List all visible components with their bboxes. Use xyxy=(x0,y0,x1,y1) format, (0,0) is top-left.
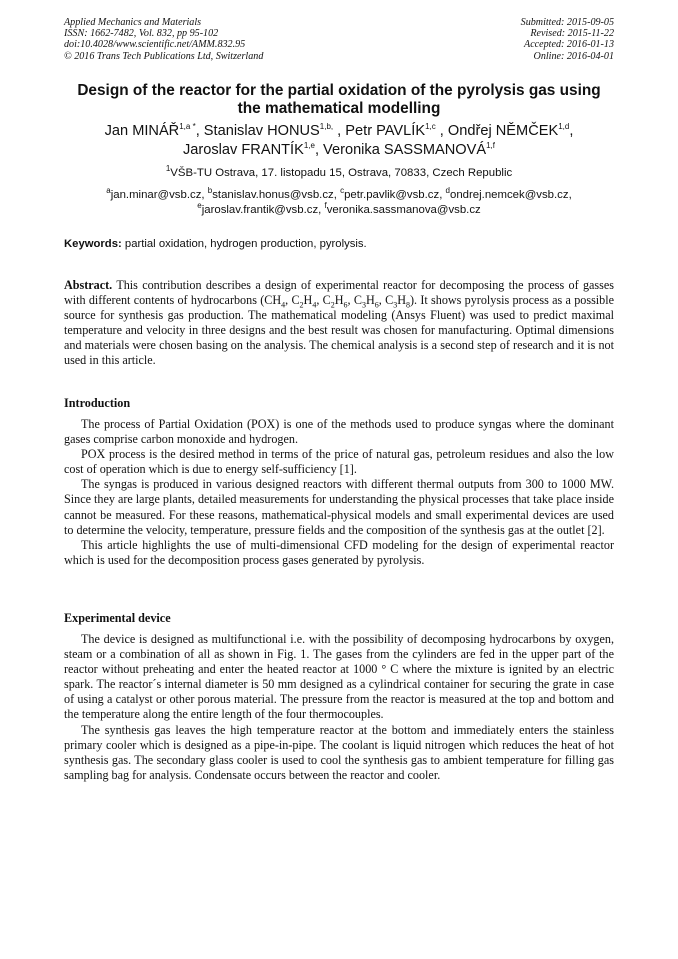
title-line-2: the mathematical modelling xyxy=(237,100,441,117)
formula-element: H xyxy=(397,293,406,308)
author-affil-mark: 1,a * xyxy=(179,122,196,132)
formula-element: C xyxy=(353,293,362,308)
author-name: Veronika SASSMANOVÁ xyxy=(323,142,487,158)
date-submitted: Submitted: 2015-09-05 xyxy=(520,17,614,28)
journal-name: Applied Mechanics and Materials xyxy=(64,17,202,28)
email-separator: , xyxy=(201,189,208,201)
email-mark: b xyxy=(207,186,213,196)
formula-element: H xyxy=(334,293,344,308)
journal-doi: doi:10.4028/www.scientific.net/AMM.832.95 xyxy=(64,39,246,51)
date-accepted: Accepted: 2016-01-13 xyxy=(524,39,614,51)
author-separator: , xyxy=(569,123,574,139)
email-link[interactable]: ondrej.nemcek@vsb.cz xyxy=(450,189,569,201)
formula-element: C xyxy=(322,293,331,308)
affiliation xyxy=(40,166,638,180)
publication-dates xyxy=(521,17,614,62)
introduction-paragraph: POX process is the desired method in terms of the price of natural gas, petroleum residues and also the low cost of operation which is due to energy self-sufficiency [1]. xyxy=(64,447,614,477)
author-affil-mark: 1,f xyxy=(486,141,495,151)
email-separator: , xyxy=(333,189,341,201)
formula-subscript: 6 xyxy=(343,300,348,310)
email-link[interactable]: petr.pavlik@vsb.cz xyxy=(344,189,440,201)
emails-line-2 xyxy=(40,200,638,218)
introduction-paragraph: The syngas is produced in various designed reactors with different thermal outputs from 300 to 1000 MW. Since they are large plants, detailed measurements for understanding the physical processes that take place inside cannot be measured. For these reasons, mathematical-physical models and small experimental devices are used to determine the velocity, temperature, pressure fields and the composition of the synthesis gas at the outlet [2]. xyxy=(64,477,614,537)
author-separator: , xyxy=(195,123,204,139)
authors-line-2 xyxy=(30,141,648,160)
author-name: Jaroslav FRANTÍK xyxy=(182,142,304,158)
author-name: Jan MINÁŘ xyxy=(104,123,180,139)
author-affil-mark: 1,d xyxy=(558,122,570,132)
email-mark: d xyxy=(445,186,450,196)
formula-subscript: 4 xyxy=(312,300,317,310)
email-separator: , xyxy=(568,189,572,201)
abstract xyxy=(64,278,614,369)
abstract-label: Abstract. xyxy=(64,278,113,292)
email-separator: , xyxy=(439,189,446,201)
journal-info xyxy=(64,17,263,62)
authors-line-1 xyxy=(30,122,648,141)
experimental-paragraph: The device is designed as multifunctional i.e. with the possibility of decomposing hydrocarbons by oxygen, steam or a combination of all as shown in Fig. 1. The gases from the cylinders are fed in the upper part of the reactor without preheating and enter the heated reactor at 1000 ° C where the mixture is ignited by an electric spark. The reactor´s internal diameter is 50 mm designed as a cylindrical container for securing the grate in case of using a catalyst or other porous material. The pressure from the reactor is measured at the top and bottom and the temperature along the entire length of the four thermocouples. xyxy=(64,632,614,722)
author-separator: , xyxy=(314,142,324,158)
formula-element: C xyxy=(291,293,300,308)
abstract-paragraph: Abstract. This contribution describes a design of experimental reactor for decomposing the process of gasses with different contents of hydrocarbons ($CH_4$, $C_2H_4$, $C_2H_6$, $C_3H_6$, $C_3H_8$). It shows pyrolysis process as a possible source for synthesis gas production. The mathematical modeling (Ansys Fluent) was used to predict maximal temperature and velocity in three designs and the best result was chosen for manufacturing. Optimal dimensions and materials were chosen basing on the analysis. The chemical analysis is a second step of research and it is not used in this article. xyxy=(64,278,615,368)
journal-issn: ISSN: 1662-7482, Vol. 832, pp 95-102 xyxy=(64,28,219,40)
author-name: Petr PAVLÍK xyxy=(345,123,426,139)
abstract-text-end: ). It shows pyrolysis process as a possible source for synthesis gas production. The mathematical modeling (Ansys Fluent) was used to predict maximal temperature and velocity in three designs and the best result was chosen for manufacturing. Optimal dimensions and materials were chosen basing on the analysis. The chemical analysis is a second step of research and it is not used in this article. xyxy=(64,293,615,368)
keywords-text: partial oxidation, hydrogen production, pyrolysis. xyxy=(124,238,367,250)
journal-copyright: © 2016 Trans Tech Publications Ltd, Switzerland xyxy=(64,50,264,62)
email-separator: , xyxy=(318,203,325,216)
emails-line-1 xyxy=(40,188,638,203)
author-affil-mark: 1,c xyxy=(425,122,436,132)
email-link[interactable]: veronika.sassmanova@vsb.cz xyxy=(326,203,481,216)
introduction-paragraph: This article highlights the use of multi-dimensional CFD modeling for the design of experimental reactor which is used for the decomposition process gases generated by pyrolysis. xyxy=(64,537,614,567)
journal-header xyxy=(64,17,614,62)
author-name: Ondřej NĚMČEK xyxy=(447,123,559,139)
affiliation-mark: 1 xyxy=(165,164,171,174)
author-emails xyxy=(40,188,638,217)
date-online: Online: 2016-04-01 xyxy=(533,50,614,62)
email-mark: a xyxy=(106,186,111,196)
email-mark: c xyxy=(340,186,345,196)
author-name: Stanislav HONUS xyxy=(203,123,320,139)
author-separator: , xyxy=(435,123,448,139)
keywords xyxy=(64,237,614,251)
introduction-body xyxy=(64,417,614,568)
email-link[interactable]: stanislav.honus@vsb.cz xyxy=(212,189,334,201)
author-separator: , xyxy=(333,123,346,139)
formula-subscript: 2 xyxy=(330,300,335,310)
author-affil-mark: 1,e xyxy=(303,141,315,151)
email-link[interactable]: jaroslav.frantik@vsb.cz xyxy=(201,203,319,216)
affiliation-text: VŠB-TU Ostrava, 17. listopadu 15, Ostrava, 70833, Czech Republic xyxy=(170,167,513,179)
experimental-body xyxy=(64,632,614,783)
formula-element: H xyxy=(303,293,313,308)
formula-element: H xyxy=(365,293,375,308)
formula-subscript: 3 xyxy=(393,300,398,310)
abstract-text-start: This contribution describes a design of experimental reactor for decomposing the process of gasses with different contents of hydrocarbons (CH xyxy=(64,278,614,308)
formula-subscript: 8 xyxy=(405,300,410,310)
title-line-1: Design of the reactor for the partial oxidation of the pyrolysis gas using xyxy=(77,82,601,99)
formula-subscript: 2 xyxy=(299,300,304,310)
keywords-label: Keywords: xyxy=(64,238,122,250)
introduction-paragraph: The process of Partial Oxidation (POX) is one of the methods used to produce syngas where the dominant gases comprise carbon monoxide and hydrogen. xyxy=(64,417,614,447)
author-affil-mark: 1,b, xyxy=(319,122,334,132)
paper-title xyxy=(40,82,638,118)
formula-subscript: 4 xyxy=(281,300,286,310)
formula-element: C xyxy=(385,293,394,308)
formula-subscript: 3 xyxy=(361,300,366,310)
email-link[interactable]: jan.minar@vsb.cz xyxy=(110,189,202,201)
author-list xyxy=(30,122,648,160)
section-heading-experimental-device: Experimental device xyxy=(64,611,171,625)
email-mark: f xyxy=(324,200,327,210)
email-mark: e xyxy=(197,200,202,210)
experimental-paragraph: The synthesis gas leaves the high temperature reactor at the bottom and immediately enters the stainless primary cooler which is designed as a pipe-in-pipe. The coolant is liquid nitrogen which reduces the heat of hot synthesis gas. The secondary glass cooler is used to cool the synthesis gas to ambient temperature for filling gas sampling bag for analysis. Condensate occurs between the reactor and cooler. xyxy=(64,722,614,782)
date-revised: Revised: 2015-11-22 xyxy=(530,28,614,40)
section-heading-introduction: Introduction xyxy=(64,396,131,410)
formula-subscript: 6 xyxy=(374,300,379,310)
